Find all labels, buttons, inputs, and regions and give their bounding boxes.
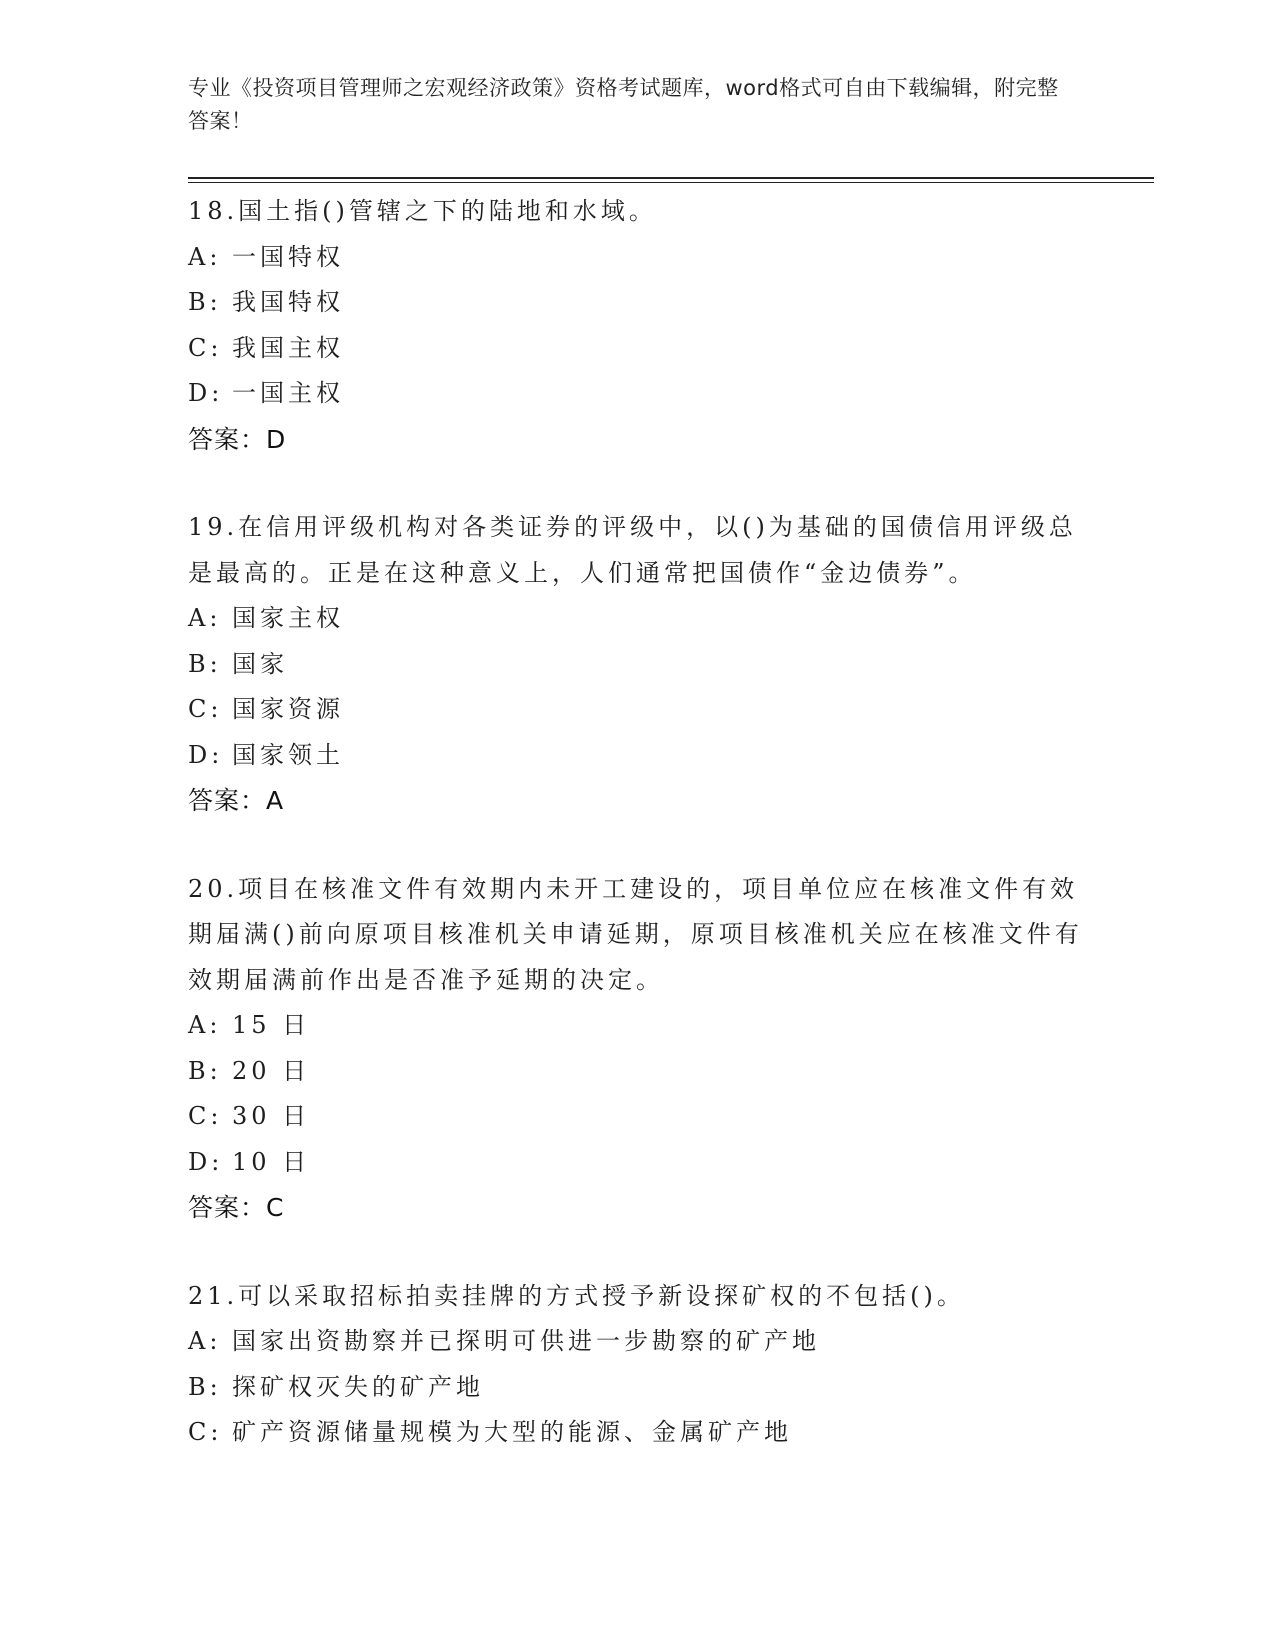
- option-row: [188, 1094, 1088, 1140]
- option-row: [188, 596, 1088, 642]
- option-key: A:: [188, 604, 222, 632]
- option-key: B:: [188, 1056, 222, 1085]
- option-text: 矿产资源储量规模为大型的能源、金属矿产地: [232, 1418, 792, 1446]
- question-block: [188, 505, 1088, 824]
- option-row: [188, 280, 1088, 326]
- answer-label: 答案：: [188, 424, 267, 454]
- option-text: 我国特权: [232, 288, 344, 316]
- option-key: C:: [188, 695, 223, 723]
- option-key: B:: [188, 288, 222, 316]
- answer-line: [188, 778, 1088, 824]
- option-row: [188, 1049, 1088, 1095]
- option-text: 20 日: [232, 1056, 311, 1085]
- document-header: 专业《投资项目管理师之宏观经济政策》资格考试题库，word格式可自由下载编辑，附完整答案！: [188, 76, 1059, 133]
- option-row: [188, 1319, 1088, 1365]
- option-row: [188, 1365, 1088, 1411]
- option-row: [188, 1140, 1088, 1186]
- option-text: 一国主权: [232, 379, 344, 407]
- option-row: [188, 326, 1088, 372]
- option-text: 15 日: [232, 1011, 311, 1039]
- answer-value: D: [266, 424, 287, 454]
- option-key: A:: [188, 242, 222, 271]
- answer-label: 答案：: [188, 1193, 267, 1222]
- option-key: B:: [188, 649, 222, 678]
- header-divider: [188, 177, 1154, 179]
- option-key: C:: [188, 1418, 223, 1446]
- header-divider-thin: [188, 182, 1154, 183]
- option-row: [188, 733, 1088, 779]
- option-row: [188, 1003, 1088, 1049]
- option-row: [188, 371, 1088, 417]
- question-text: 20.项目在核准文件有效期内未开工建设的，项目单位应在核准文件有效期届满()前向原项目核准机关申请延期，原项目核准机关应在核准文件有效期届满前作出是否准予延期的决定。: [188, 874, 1083, 994]
- option-key: A:: [188, 1011, 222, 1039]
- question-block: [188, 867, 1088, 1231]
- option-key: D:: [188, 740, 224, 769]
- question-text: 21.可以采取招标拍卖挂牌的方式授予新设探矿权的不包括()。: [188, 1281, 965, 1310]
- option-key: C:: [188, 1102, 223, 1130]
- option-text: 国家资源: [232, 695, 344, 723]
- option-text: 一国特权: [232, 242, 344, 271]
- option-text: 30 日: [232, 1102, 311, 1130]
- option-row: [188, 642, 1088, 688]
- option-text: 10 日: [232, 1147, 311, 1176]
- option-key: D:: [188, 1147, 224, 1176]
- answer-label: 答案：: [188, 786, 267, 815]
- option-text: 国家: [232, 649, 288, 678]
- answer-line: [188, 417, 1088, 463]
- question-list: [188, 189, 1088, 1499]
- answer-value: A: [266, 786, 285, 815]
- option-row: [188, 1410, 1088, 1456]
- answer-value: C: [266, 1193, 285, 1222]
- option-text: 国家领土: [232, 740, 344, 769]
- question-block: [188, 189, 1088, 462]
- option-key: A:: [188, 1327, 222, 1355]
- option-text: 国家主权: [232, 604, 344, 632]
- question-text: 19.在信用评级机构对各类证券的评级中，以()为基础的国债信用评级总是最高的。正是在这种意义上，人们通常把国债作“金边债券”。: [188, 513, 1077, 587]
- option-key: C:: [188, 333, 223, 362]
- option-row: [188, 687, 1088, 733]
- option-text: 我国主权: [232, 333, 344, 362]
- answer-line: [188, 1185, 1088, 1231]
- option-row: [188, 235, 1088, 281]
- option-text: 探矿权灭失的矿产地: [232, 1372, 484, 1401]
- question-text: 18.国土指()管辖之下的陆地和水域。: [188, 197, 657, 225]
- option-key: B:: [188, 1372, 222, 1401]
- option-key: D:: [188, 379, 224, 407]
- question-block: [188, 1274, 1088, 1456]
- option-text: 国家出资勘察并已探明可供进一步勘察的矿产地: [232, 1327, 820, 1355]
